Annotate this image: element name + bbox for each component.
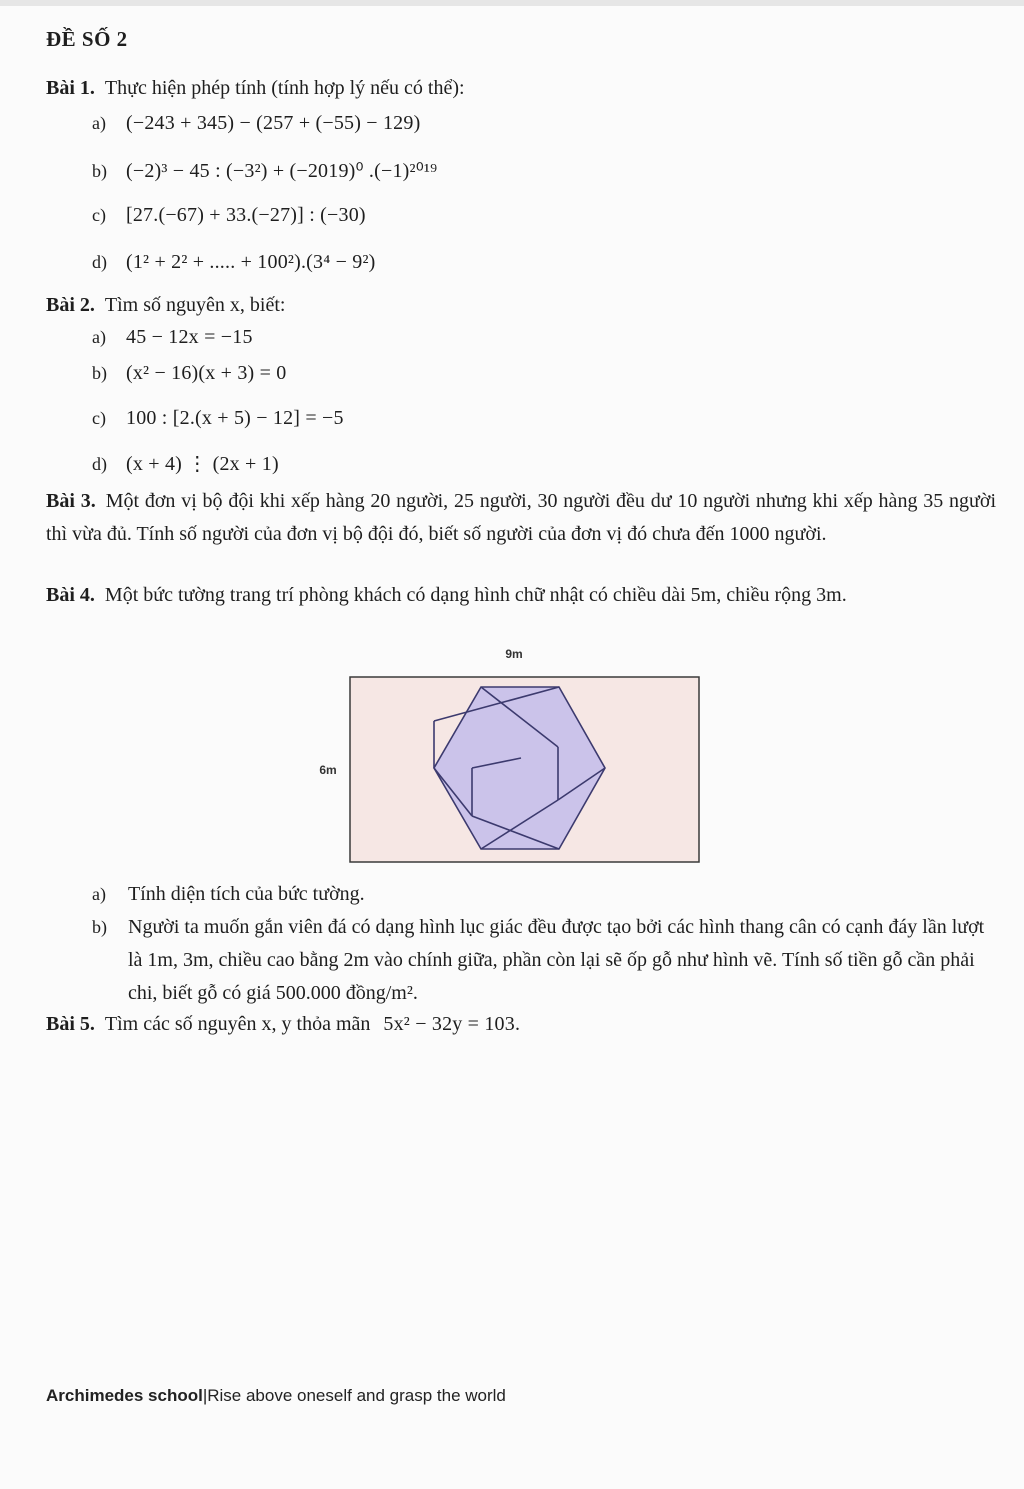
item-label: a)	[92, 884, 106, 904]
bai4-item-b	[92, 911, 992, 1010]
bai5-text: Tìm các số nguyên x, y thỏa mãn	[104, 1013, 371, 1035]
item-text: Người ta muốn gắn viên đá có dạng hình lục giác đều được tạo bởi các hình thang cân có cạnh đáy lần lượt là 1m, 3m, chiều cao bằng 2m vào chính giữa, phần còn lại sẽ ốp gỗ như hình vẽ. Tính số tiền gỗ cần phải chi, biết gỗ có giá 500.000 đồng/m².	[128, 916, 985, 1004]
bai3-text: Một đơn vị bộ đội khi xếp hàng 20 người, 25 người, 30 người đều dư 10 người nhưng khi xếp hàng 35 người thì vừa đủ. Tính số người của đơn vị bộ đội đó, biết số người của đơn vị đó chưa đến 1000 người.	[46, 490, 996, 545]
footer	[46, 1386, 506, 1406]
bai2-item-b	[92, 362, 286, 385]
top-edge	[0, 0, 1024, 6]
math-expression: (x + 4) ⋮ (2x + 1)	[126, 453, 279, 475]
bai2-heading	[46, 294, 285, 317]
bai1-label: Bài 1.	[46, 77, 95, 99]
bai4-label: Bài 4.	[46, 584, 95, 606]
diagram-height-label: 6m	[319, 763, 337, 777]
bai1-heading	[46, 77, 465, 100]
item-label: a)	[92, 113, 106, 133]
bai2-item-c	[92, 407, 344, 430]
bai1-item-d	[92, 251, 376, 274]
math-expression: [27.(−67) + 33.(−27)] : (−30)	[126, 204, 366, 226]
math-expression: 100 : [2.(x + 5) − 12] = −5	[126, 407, 344, 429]
bai1-text: Thực hiện phép tính (tính hợp lý nếu có thể):	[104, 77, 465, 99]
item-label: d)	[92, 252, 107, 272]
wall-diagram	[300, 640, 720, 870]
bai2-item-a	[92, 326, 253, 349]
item-label: b)	[92, 917, 107, 937]
bai4-paragraph	[46, 579, 996, 612]
math-expression: (x² − 16)(x + 3) = 0	[126, 362, 287, 384]
footer-school: Archimedes school	[46, 1386, 203, 1405]
item-label: c)	[92, 205, 106, 225]
item-label: d)	[92, 454, 107, 474]
bai5-heading	[46, 1013, 520, 1036]
footer-separator: |	[202, 1386, 208, 1405]
bai3-label: Bài 3.	[46, 490, 96, 512]
math-expression: (−2)³ − 45 : (−3²) + (−2019)⁰ .(−1)²⁰¹⁹	[126, 160, 438, 182]
item-label: b)	[92, 161, 107, 181]
math-expression: (−243 + 345) − (257 + (−55) − 129)	[126, 112, 421, 134]
math-expression: 5x² − 32y = 103.	[383, 1013, 521, 1035]
bai4-item-a	[92, 878, 992, 911]
item-label: a)	[92, 327, 106, 347]
item-label: b)	[92, 363, 107, 383]
math-expression: 45 − 12x = −15	[126, 326, 253, 348]
diagram-width-label: 9m	[505, 647, 523, 661]
exam-title: ĐỀ SỐ 2	[46, 27, 128, 51]
bai4-text: Một bức tường trang trí phòng khách có dạng hình chữ nhật có chiều dài 5m, chiều rộng 3m.	[104, 584, 847, 606]
item-label: c)	[92, 408, 106, 428]
bai1-item-b	[92, 158, 437, 183]
bai5-label: Bài 5.	[46, 1013, 95, 1035]
bai2-item-d	[92, 451, 279, 476]
footer-slogan: Rise above oneself and grasp the world	[207, 1386, 506, 1405]
bai2-label: Bài 2.	[46, 294, 95, 316]
item-text: Tính diện tích của bức tường.	[128, 883, 365, 905]
math-expression: (1² + 2² + ..... + 100²).(3⁴ − 9²)	[126, 251, 376, 273]
bai2-text: Tìm số nguyên x, biết:	[104, 294, 286, 316]
bai3-paragraph	[46, 485, 996, 551]
bai1-item-c	[92, 204, 366, 227]
bai1-item-a	[92, 112, 420, 135]
